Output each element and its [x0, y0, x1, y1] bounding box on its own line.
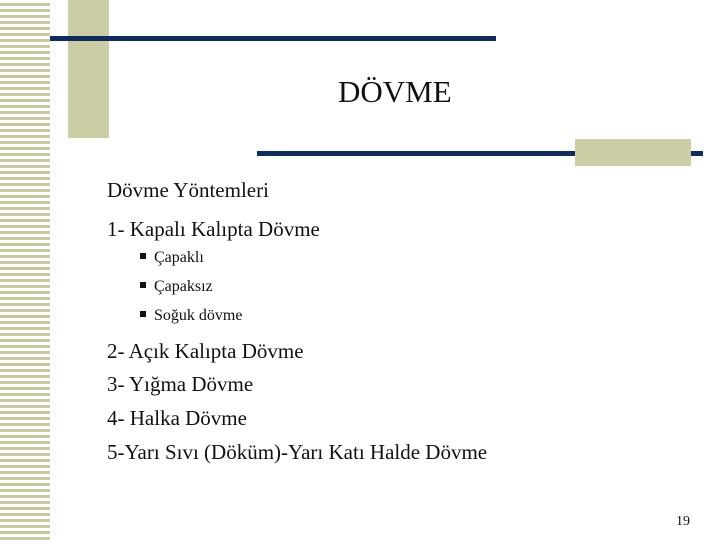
sub-list-item-label: Çapaklı — [154, 249, 204, 266]
list-item-4: 4- Halka Dövme — [107, 406, 247, 430]
sub-list-item — [140, 249, 204, 267]
bullet-square-icon — [140, 282, 146, 288]
top-title-rule — [50, 36, 496, 41]
list-item-1: 1- Kapalı Kalıpta Dövme — [107, 217, 320, 241]
list-item-3: 3- Yığma Dövme — [107, 372, 254, 396]
bullet-square-icon — [140, 311, 146, 317]
list-item-5: 5-Yarı Sıvı (Döküm)-Yarı Katı Halde Dövme — [107, 440, 488, 464]
sub-list-item-label: Çapaksız — [154, 278, 213, 295]
left-stripe-decoration — [0, 0, 50, 540]
slide-title: DÖVME — [338, 74, 452, 109]
list-item-2: 2- Açık Kalıpta Dövme — [107, 339, 304, 363]
section-heading: Dövme Yöntemleri — [107, 178, 269, 202]
top-accent-block — [68, 0, 109, 138]
bottom-accent-block — [575, 139, 691, 166]
sub-list-item-label: Soğuk dövme — [154, 307, 243, 324]
page-number: 19 — [676, 514, 690, 529]
sub-list-item — [140, 307, 242, 325]
bullet-square-icon — [140, 253, 146, 259]
sub-list-item — [140, 278, 213, 296]
